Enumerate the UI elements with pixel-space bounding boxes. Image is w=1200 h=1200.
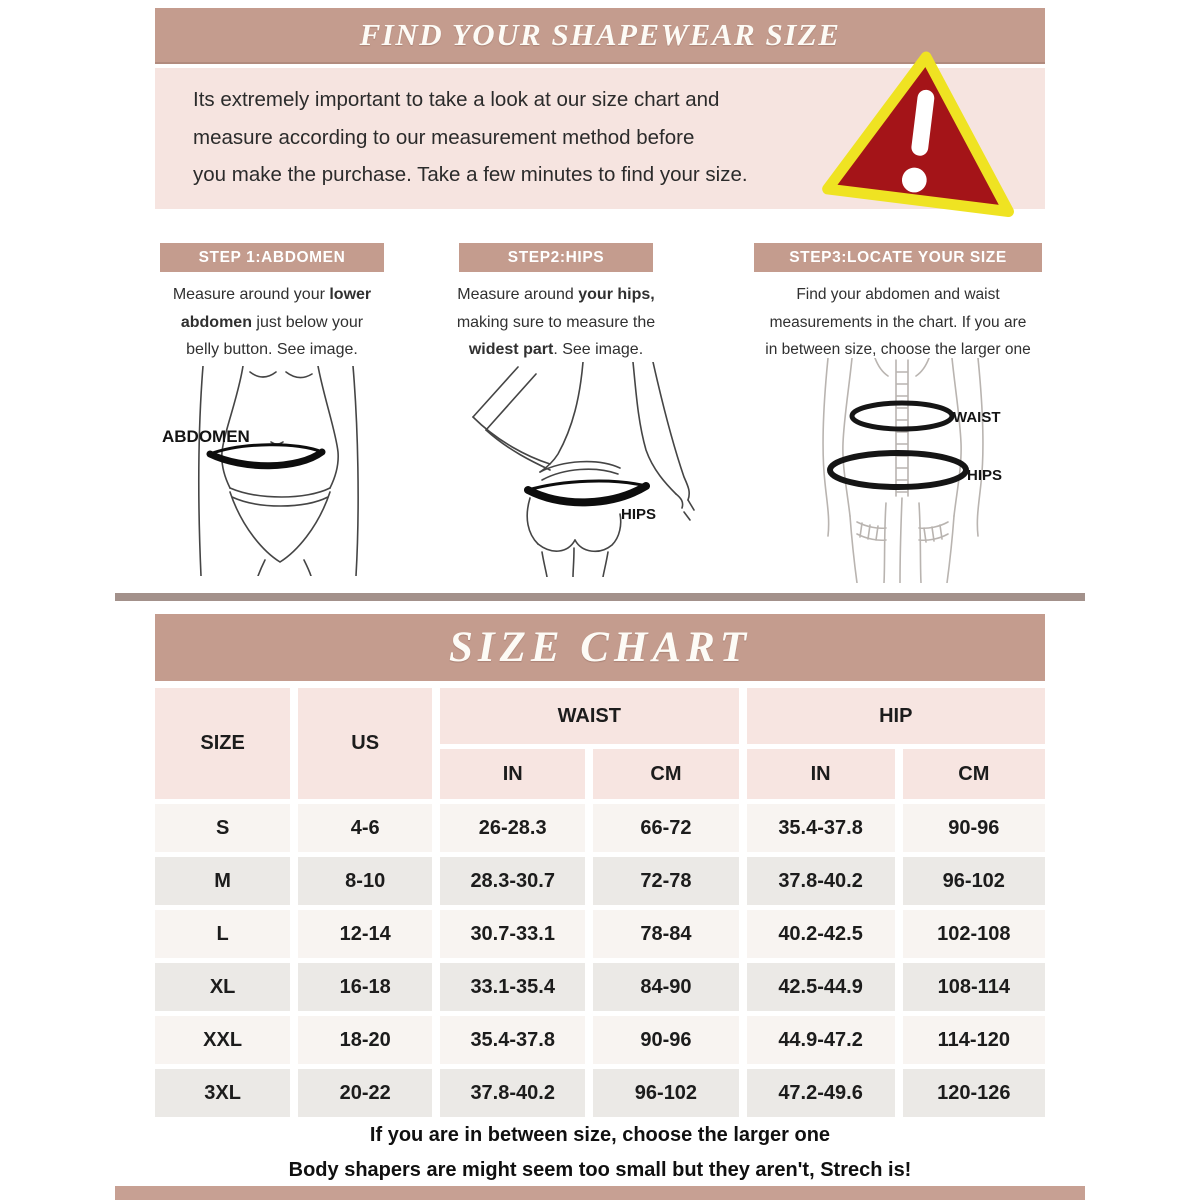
- abdomen-figure: [158, 366, 423, 576]
- cell-us: 16-18: [298, 963, 432, 1011]
- step-2-line: making sure to measure the: [456, 313, 656, 331]
- cell-hip-in: 44.9-47.2: [747, 1016, 895, 1064]
- step-1-line: belly button. See image.: [186, 341, 358, 358]
- cell-hip-cm: 120-126: [903, 1069, 1045, 1117]
- subheader-hip-cm: CM: [903, 749, 1045, 799]
- cell-hip-in: 37.8-40.2: [747, 857, 895, 905]
- cell-size: XXL: [155, 1016, 290, 1064]
- size-chart-table: [155, 688, 1045, 1117]
- cell-waist-cm: 78-84: [593, 910, 738, 958]
- subheader-waist-in: IN: [440, 749, 585, 799]
- cell-hip-cm: 96-102: [903, 857, 1045, 905]
- step-1-line: abdomen just below your: [180, 313, 364, 331]
- cell-size: L: [155, 910, 290, 958]
- cell-size: S: [155, 804, 290, 852]
- locate-size-figure: [790, 358, 1090, 583]
- cell-us: 12-14: [298, 910, 432, 958]
- cell-waist-in: 30.7-33.1: [440, 910, 585, 958]
- cell-waist-cm: 90-96: [593, 1016, 738, 1064]
- step-3-description: [756, 281, 1040, 364]
- note-stretch: Body shapers are might seem too small but they aren't, Strech is!: [288, 1159, 912, 1181]
- intro-line: measure according to our measurement method before: [193, 125, 695, 149]
- cell-us: 8-10: [298, 857, 432, 905]
- step-3-header: STEP3:LOCATE YOUR SIZE: [754, 243, 1042, 272]
- cell-us: 18-20: [298, 1016, 432, 1064]
- cell-hip-cm: 102-108: [903, 910, 1045, 958]
- cell-hip-cm: 114-120: [903, 1016, 1045, 1064]
- section-divider: [115, 593, 1085, 601]
- cell-hip-cm: 108-114: [903, 963, 1045, 1011]
- hips-label: HIPS: [967, 467, 1003, 484]
- page-title: FIND YOUR SHAPEWEAR SIZE: [155, 8, 1045, 64]
- cell-hip-in: 42.5-44.9: [747, 963, 895, 1011]
- col-header-size: SIZE: [155, 688, 290, 799]
- subheader-hip-in: IN: [747, 749, 895, 799]
- cell-waist-cm: 66-72: [593, 804, 738, 852]
- cell-waist-in: 37.8-40.2: [440, 1069, 585, 1117]
- cell-waist-in: 28.3-30.7: [440, 857, 585, 905]
- cell-waist-cm: 96-102: [593, 1069, 738, 1117]
- col-header-waist: WAIST: [440, 688, 738, 744]
- step-2-line: Measure around your hips,: [457, 286, 655, 303]
- step-1-header: STEP 1:ABDOMEN: [160, 243, 384, 272]
- step-2-line: widest part. See image.: [468, 341, 644, 358]
- intro-line: Its extremely important to take a look at our size chart and: [193, 88, 720, 111]
- step-3-line: Find your abdomen and waist: [796, 286, 1000, 303]
- cell-waist-in: 33.1-35.4: [440, 963, 585, 1011]
- cell-size: 3XL: [155, 1069, 290, 1117]
- bottom-border-band: [115, 1186, 1085, 1200]
- warning-triangle-icon: [816, 43, 1029, 244]
- cell-waist-in: 26-28.3: [440, 804, 585, 852]
- intro-line: you make the purchase. Take a few minutes to find your size.: [193, 163, 748, 186]
- step-3-line: measurements in the chart. If you are: [769, 313, 1027, 331]
- subheader-waist-cm: CM: [593, 749, 738, 799]
- step-1-description: [147, 281, 397, 364]
- hips-label: HIPS: [621, 506, 657, 523]
- cell-waist-in: 35.4-37.8: [440, 1016, 585, 1064]
- size-chart-banner: SIZE CHART: [155, 614, 1045, 681]
- cell-hip-cm: 90-96: [903, 804, 1045, 852]
- cell-hip-in: 47.2-49.6: [747, 1069, 895, 1117]
- hips-figure: [448, 362, 708, 577]
- col-header-hip: HIP: [747, 688, 1045, 744]
- step-1-line: Measure around your lower: [172, 286, 372, 303]
- cell-hip-in: 35.4-37.8: [747, 804, 895, 852]
- intro-text: [193, 81, 748, 194]
- cell-size: XL: [155, 963, 290, 1011]
- step-2-description: [431, 281, 681, 364]
- col-header-us: US: [298, 688, 432, 799]
- cell-hip-in: 40.2-42.5: [747, 910, 895, 958]
- step-3-line: in between size, choose the larger one: [765, 341, 1031, 358]
- waist-label: WAIST: [953, 409, 1001, 426]
- cell-waist-cm: 84-90: [593, 963, 738, 1011]
- note-between-size: If you are in between size, choose the larger one: [369, 1124, 831, 1146]
- step-2-header: STEP2:HIPS: [459, 243, 653, 272]
- cell-us: 4-6: [298, 804, 432, 852]
- cell-us: 20-22: [298, 1069, 432, 1117]
- cell-waist-cm: 72-78: [593, 857, 738, 905]
- abdomen-label: ABDOMEN: [162, 427, 250, 446]
- cell-size: M: [155, 857, 290, 905]
